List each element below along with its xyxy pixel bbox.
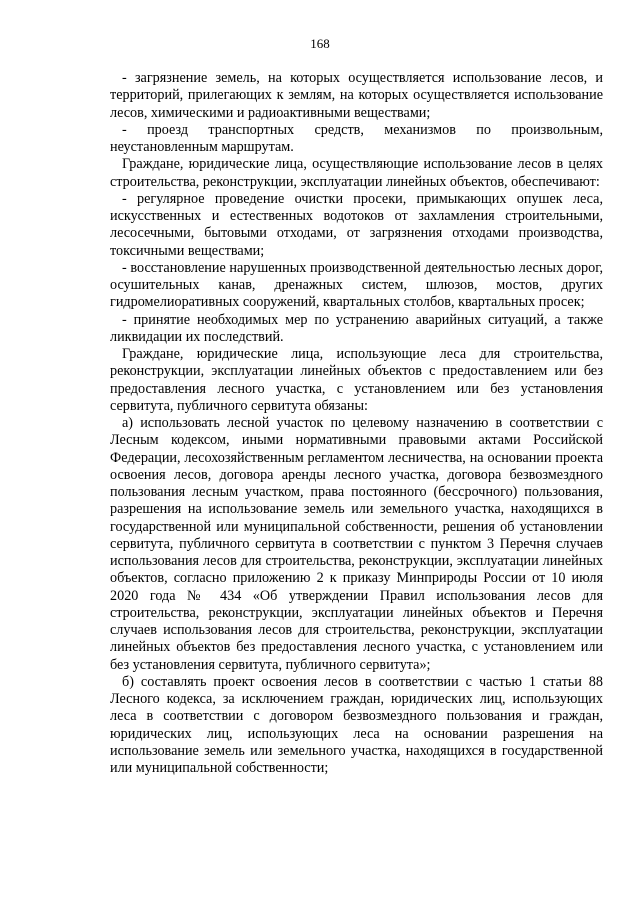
paragraph-8: а) использовать лесной участок по целевому назначению в соответствии с Лесным кодексом, иными нормативными правовыми актами Российской Федерации, лесохозяйственным регламентом лесничества, на основании проекта освоения лесов, договора аренды лесного участка, договора безвозмездного пользования лесным участком, права постоянного (бессрочного) пользования, разрешения на использование земель или земельного участка, находящихся в государственной или муниципальной собственности, решения об установлении сервитута, публичного сервитута в соответствии с пунктом 3 Перечня случаев использования лесов для строительства, реконструкции, эксплуатации линейных объектов, согласно приложению 2 к приказу Минприроды России от 10 июля 2020 года № 434 «Об утверждении Правил использования лесов для строительства, реконструкции, эксплуатации линейных объектов и Перечня случаев использования лесов для строительства, реконструкции, эксплуатации линейных объектов без предоставления лесного участка, с установлением или без установления сервитута, публичного сервитута»; — [110, 415, 603, 673]
page-body — [110, 70, 603, 777]
paragraph-6: - принятие необходимых мер по устранению аварийных ситуаций, а также ликвидации их последствий. — [110, 311, 603, 345]
paragraph-2: - проезд транспортных средств, механизмов по произвольным, неустановленным маршрутам. — [110, 121, 603, 155]
paragraph-7: Граждане, юридические лица, использующие леса для строительства, реконструкции, эксплуатации линейных объектов с предоставлением или без предоставления лесного участка, с установлением или без установления сервитута, публичного сервитута обязаны: — [110, 346, 603, 414]
paragraph-3: Граждане, юридические лица, осуществляющие использование лесов в целях строительства, реконструкции, эксплуатации линейных объектов, обеспечивают: — [110, 156, 603, 190]
paragraph-1: - загрязнение земель, на которых осуществляется использование лесов, и территорий, прилегающих к землям, на которых осуществляется использование лесов, химическими и радиоактивными веществами; — [110, 70, 603, 121]
paragraph-5: - восстановление нарушенных производственной деятельностью лесных дорог, осушительных канав, дренажных систем, шлюзов, мостов, других гидромелиоративных сооружений, квартальных столбов, квартальных просек; — [110, 259, 603, 311]
paragraph-4: - регулярное проведение очистки просеки, примыкающих опушек леса, искусственных и естественных водотоков от захламления строительными, лесосечными, бытовыми отходами, от загрязнения отходами производства, токсичными веществами; — [110, 190, 603, 259]
page-number: 168 — [310, 36, 330, 51]
paragraph-9: б) составлять проект освоения лесов в соответствии с частью 1 статьи 88 Лесного кодекса, за исключением граждан, юридических лиц, использующих леса в соответствии с договором безвозмездного пользования и граждан, юридических лиц, использующих леса на основании разрешения на использование земель или земельного участка, находящихся в государственной или муниципальной собственности; — [110, 673, 603, 776]
